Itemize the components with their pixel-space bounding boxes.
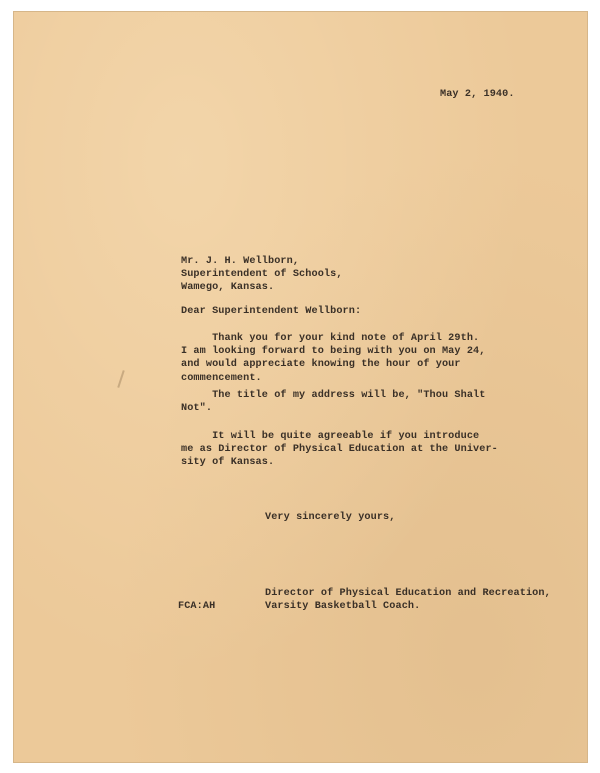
paragraph-line: I am looking forward to being with you on May 24, xyxy=(181,346,486,358)
body-paragraph-2 xyxy=(181,389,485,415)
paragraph-line: It will be quite agreeable if you introduce xyxy=(181,431,480,442)
paragraph-line: commencement. xyxy=(181,372,262,384)
salutation: Dear Superintendent Wellborn: xyxy=(181,306,362,317)
letter-page xyxy=(13,11,588,763)
signature-title-line: Varsity Basketball Coach. xyxy=(265,601,421,613)
paragraph-line: Thank you for your kind note of April 29th. xyxy=(181,333,480,344)
pencil-mark xyxy=(117,370,124,388)
paragraph-line: Not". xyxy=(181,403,213,415)
signature-title xyxy=(265,587,551,613)
body-paragraph-3 xyxy=(181,430,498,470)
paragraph-line: sity of Kansas. xyxy=(181,457,275,469)
recipient-title: Superintendent of Schools, xyxy=(181,269,343,281)
signature-title-line: Director of Physical Education and Recreation, xyxy=(265,588,551,599)
recipient-location: Wamego, Kansas. xyxy=(181,282,275,294)
complimentary-close: Very sincerely yours, xyxy=(265,512,396,523)
letter-date: May 2, 1940. xyxy=(440,89,515,100)
reference-initials: FCA:AH xyxy=(178,601,216,612)
recipient-name: Mr. J. H. Wellborn, xyxy=(181,256,300,267)
recipient-address xyxy=(181,255,343,295)
body-paragraph-1 xyxy=(181,332,485,385)
paragraph-line: me as Director of Physical Education at the Univer- xyxy=(181,444,498,456)
paragraph-line: and would appreciate knowing the hour of your xyxy=(181,359,461,371)
paragraph-line: The title of my address will be, "Thou Shalt xyxy=(181,390,486,401)
